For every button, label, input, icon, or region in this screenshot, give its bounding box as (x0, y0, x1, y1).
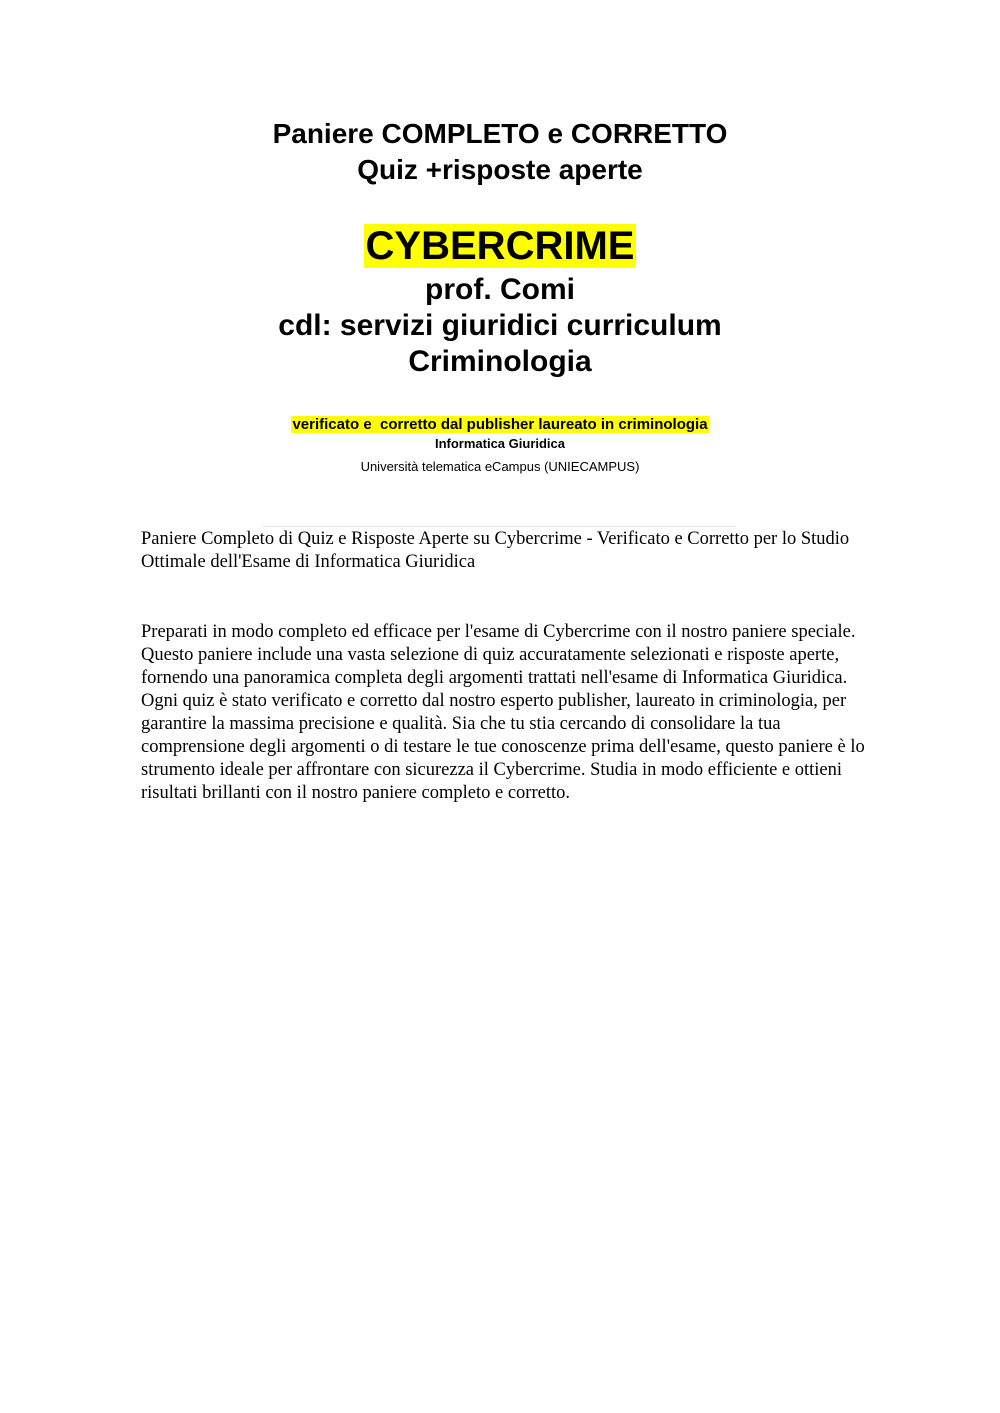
degree-line-1: cdl: servizi giuridici curriculum (278, 309, 722, 342)
verification-note: verificato e corretto dal publisher laureato in criminologia (292, 416, 708, 433)
title-line-2: Quiz +risposte aperte (357, 154, 643, 185)
title-line-1: Paniere COMPLETO e CORRETTO (272, 118, 728, 149)
course-name: CYBERCRIME (365, 224, 635, 268)
subject-name: Informatica Giuridica (434, 436, 566, 451)
verification-note-block (0, 416, 1000, 434)
course-details (0, 272, 1000, 380)
course-name-block (0, 222, 1000, 270)
degree-line-2: Criminologia (408, 345, 592, 378)
divider-line (262, 526, 736, 527)
university-name: Università telematica eCampus (UNIECAMPUS) (360, 459, 640, 474)
intro-paragraph: Paniere Completo di Quiz e Risposte Aperte su Cybercrime - Verificato e Corretto per lo Studio Ottimale dell'Esame di Informatica Giuridica (141, 529, 850, 572)
description-paragraph: Preparati in modo completo ed efficace per l'esame di Cybercrime con il nostro paniere speciale. Questo paniere include una vasta selezione di quiz accuratamente selezionati e risposte aperte, fornendo una panoramica completa degli argomenti trattati nell'esame di Informatica Giuridica. Ogni quiz è stato verificato e corretto dal nostro esperto publisher, laureato in criminologia, per garantire la massima precisione e qualità. Sia che tu stia cercando di consolidare la tua comprensione degli argomenti o di testare le tue conoscenze prima dell'esame, questo paniere è lo strumento ideale per affrontare con sicurezza il Cybercrime. Studia in modo efficiente e ottieni risultati brillanti con il nostro paniere completo e corretto. (141, 622, 865, 803)
professor-name: prof. Comi (425, 273, 575, 306)
document-title (0, 116, 1000, 188)
